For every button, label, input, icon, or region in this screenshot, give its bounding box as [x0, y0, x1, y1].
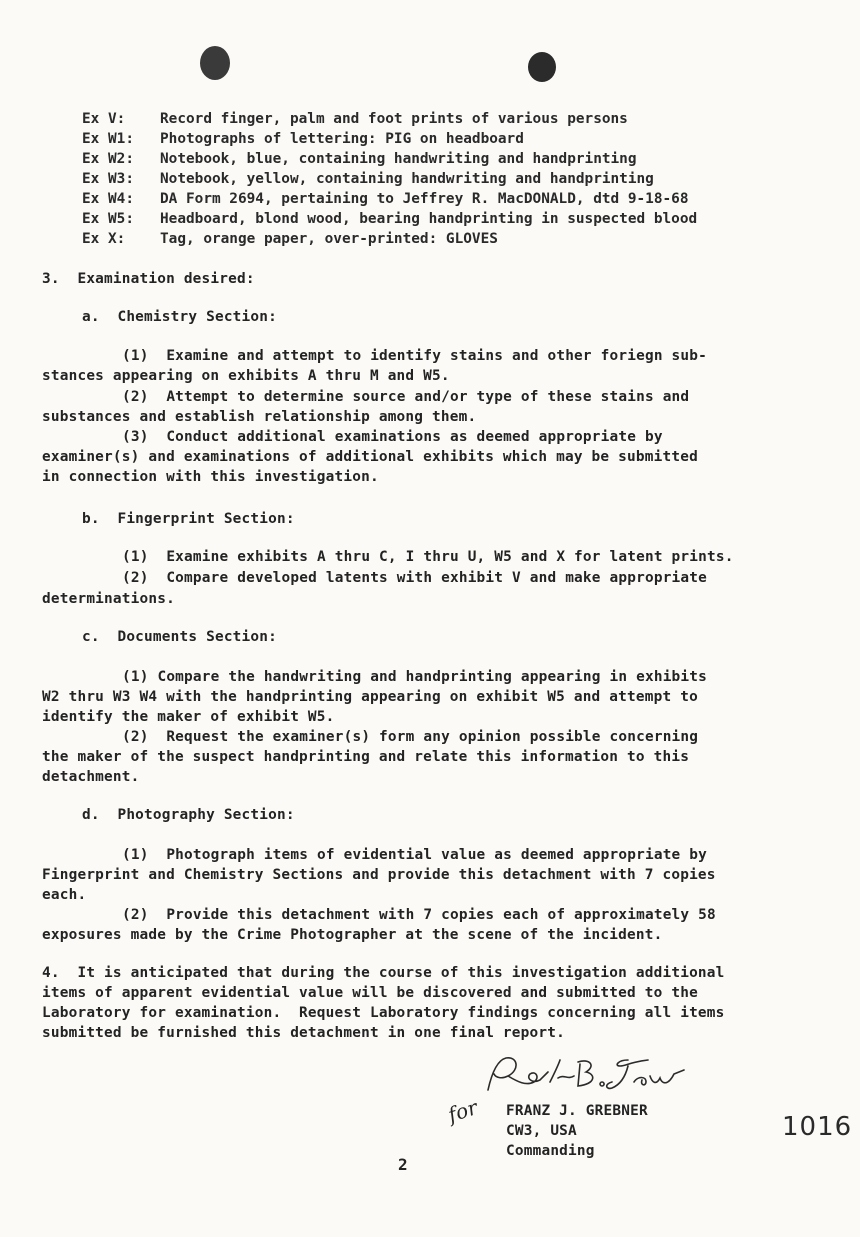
photography-line: (2) Provide this detachment with 7 copies each of approximately 58	[122, 907, 716, 923]
exhibit-row	[82, 150, 637, 168]
exhibit-label: Ex V:	[82, 111, 126, 127]
exhibit-text: Notebook, yellow, containing handwriting and handprinting	[160, 171, 654, 187]
for-mark: for	[445, 1095, 481, 1127]
punch-hole-left	[200, 46, 230, 80]
exhibit-text: DA Form 2694, pertaining to Jeffrey R. MacDONALD, dtd 9-18-68	[160, 191, 689, 207]
exhibit-text: Notebook, blue, containing handwriting and handprinting	[160, 151, 637, 167]
exhibit-label: Ex X:	[82, 231, 126, 247]
fingerprint-line: determinations.	[42, 591, 175, 607]
exhibit-row	[82, 190, 689, 208]
documents-line: (1) Compare the handwriting and handprinting appearing in exhibits	[122, 669, 708, 685]
photography-line: each.	[42, 887, 87, 903]
exhibit-row	[82, 110, 628, 128]
section-4-line: items of apparent evidential value will be discovered and submitted to the	[42, 985, 698, 1001]
page-number: 2	[398, 1155, 408, 1174]
section-4-line: 4. It is anticipated that during the course of this investigation additional	[42, 965, 725, 981]
chemistry-line: (1) Examine and attempt to identify stains and other foriegn sub-	[122, 348, 708, 364]
chemistry-line: substances and establish relationship among them.	[42, 409, 477, 425]
exhibit-text: Photographs of lettering: PIG on headboard	[160, 131, 524, 147]
exhibit-row	[82, 230, 498, 248]
exhibit-label: Ex W1:	[82, 131, 134, 147]
exhibit-label: Ex W3:	[82, 171, 134, 187]
chemistry-heading: a. Chemistry Section:	[82, 309, 278, 325]
fingerprint-line: (1) Examine exhibits A thru C, I thru U, W5 and X for latent prints.	[122, 549, 734, 565]
signer-rank: CW3, USA	[506, 1123, 577, 1139]
documents-line: identify the maker of exhibit W5.	[42, 709, 335, 725]
photography-heading: d. Photography Section:	[82, 807, 295, 823]
chemistry-line: (2) Attempt to determine source and/or type of these stains and	[122, 389, 690, 405]
section-4-line: submitted be furnished this detachment in one final report.	[42, 1025, 565, 1041]
photography-line: Fingerprint and Chemistry Sections and provide this detachment with 7 copies	[42, 867, 716, 883]
chemistry-line: in connection with this investigation.	[42, 469, 379, 485]
chemistry-line: examiner(s) and examinations of additional exhibits which may be submitted	[42, 449, 698, 465]
documents-line: detachment.	[42, 769, 140, 785]
exhibit-row	[82, 210, 697, 228]
signer-title: Commanding	[506, 1143, 595, 1159]
exhibit-label: Ex W5:	[82, 211, 134, 227]
chemistry-line: (3) Conduct additional examinations as deemed appropriate by	[122, 429, 663, 445]
exhibit-text: Tag, orange paper, over-printed: GLOVES	[160, 231, 498, 247]
documents-heading: c. Documents Section:	[82, 629, 278, 645]
documents-line: the maker of the suspect handprinting and relate this information to this	[42, 749, 690, 765]
section-4-line: Laboratory for examination. Request Laboratory findings concerning all items	[42, 1005, 725, 1021]
exhibit-label: Ex W2:	[82, 151, 134, 167]
exhibit-text: Headboard, blond wood, bearing handprinting in suspected blood	[160, 211, 698, 227]
exhibit-row	[82, 130, 524, 148]
section-3-heading: 3. Examination desired:	[42, 271, 255, 287]
punch-hole-right	[528, 52, 556, 82]
documents-line: (2) Request the examiner(s) form any opinion possible concerning	[122, 729, 699, 745]
signer-name: FRANZ J. GREBNER	[506, 1103, 648, 1119]
photography-line: exposures made by the Crime Photographer at the scene of the incident.	[42, 927, 663, 943]
photography-line: (1) Photograph items of evidential value as deemed appropriate by	[122, 847, 708, 863]
documents-line: W2 thru W3 W4 with the handprinting appearing on exhibit W5 and attempt to	[42, 689, 698, 705]
exhibit-label: Ex W4:	[82, 191, 134, 207]
exhibit-row	[82, 170, 654, 188]
handwritten-signature	[478, 1052, 708, 1100]
document-number: 1016	[782, 1112, 853, 1142]
exhibit-text: Record finger, palm and foot prints of various persons	[160, 111, 628, 127]
fingerprint-heading: b. Fingerprint Section:	[82, 511, 295, 527]
chemistry-line: stances appearing on exhibits A thru M and W5.	[42, 368, 450, 384]
fingerprint-line: (2) Compare developed latents with exhibit V and make appropriate	[122, 570, 708, 586]
